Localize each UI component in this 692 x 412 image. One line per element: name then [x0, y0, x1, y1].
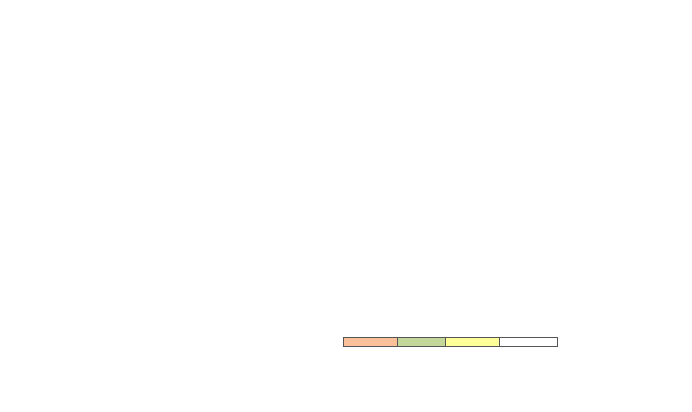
legend-input [343, 337, 398, 347]
legend-no-input-output [499, 337, 558, 347]
legend-output [397, 337, 446, 347]
legend-calculation [445, 337, 500, 347]
